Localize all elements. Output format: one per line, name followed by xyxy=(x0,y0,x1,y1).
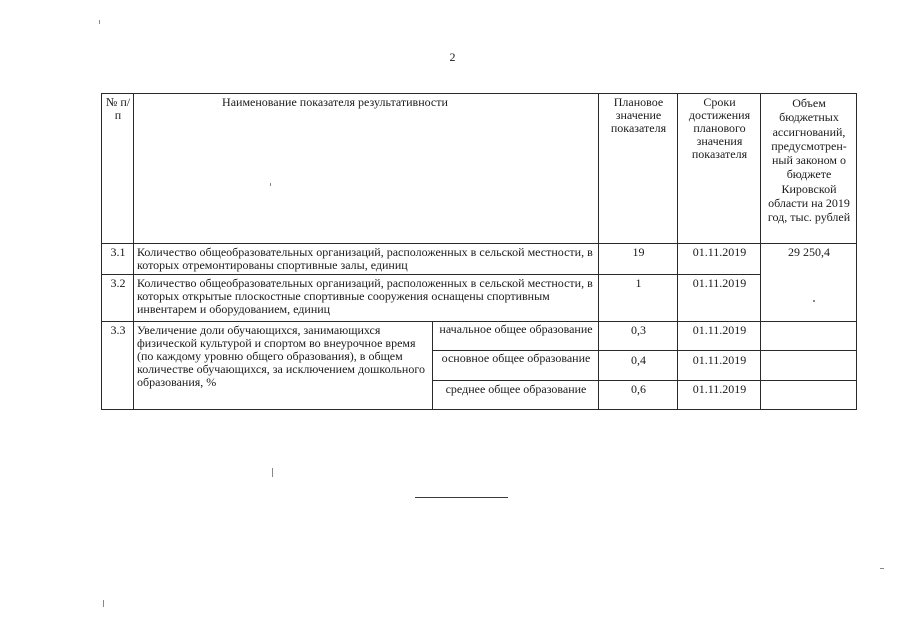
scan-speck xyxy=(272,468,273,477)
end-rule xyxy=(415,497,508,498)
table-border-bottom xyxy=(101,409,857,410)
results-table xyxy=(101,93,857,410)
scan-speck xyxy=(103,600,104,607)
scan-speck xyxy=(813,300,815,302)
subrow-plan: 0,3 xyxy=(631,323,646,337)
row-budget: 29 250,4 xyxy=(788,245,830,259)
row-num: 3.3 xyxy=(110,323,126,337)
subrow-plan: 0,6 xyxy=(631,382,646,396)
row-term: 01.11.2019 xyxy=(692,245,747,259)
scan-speck xyxy=(99,20,100,24)
column-divider xyxy=(677,93,678,410)
subrow-term: 01.11.2019 xyxy=(692,353,747,367)
row-term: 01.11.2019 xyxy=(692,276,747,290)
row-plan: 1 xyxy=(635,276,642,290)
column-divider xyxy=(133,93,134,410)
row-divider xyxy=(101,274,760,275)
header-budget: Объем бюджетных ассигнований, предусмотрен-ный законом о бюджете Кировской области на 2019 год, тыс. рублей xyxy=(767,96,851,225)
table-border-top xyxy=(101,93,857,94)
row-name: Количество общеобразовательных организаций, расположенных в сельской местности, в которых открытые плоскостные спортивные сооружения оснащены спортивным инвентарем и оборудованием, единиц xyxy=(137,276,593,316)
table-border-right xyxy=(856,93,857,410)
subrow-divider xyxy=(432,380,857,381)
subrow-term: 01.11.2019 xyxy=(692,382,747,396)
subrow-plan: 0,4 xyxy=(631,353,646,367)
subrow-level: среднее общее образование xyxy=(445,382,587,396)
row-num: 3.1 xyxy=(110,245,126,259)
header-num: № п/п xyxy=(105,95,131,122)
header-plan: Плановое значение показателя xyxy=(610,95,667,135)
subrow-level: основное общее образование xyxy=(441,351,591,365)
scan-speck xyxy=(270,183,271,186)
subrow-term: 01.11.2019 xyxy=(692,323,747,337)
scan-speck xyxy=(880,568,884,569)
header-name: Наименование показателя результативности xyxy=(222,95,448,109)
row-name: Количество общеобразовательных организаций, расположенных в сельской местности, в которых отремонтированы спортивные залы, единиц xyxy=(137,245,593,272)
row-name: Увеличение доли обучающихся, занимающихся физической культурой и спортом во внеурочное время (по каждому уровню общего образования), в общем количестве обучающихся, за исключением дошкольного образования, % xyxy=(137,323,425,389)
page-number: 2 xyxy=(449,50,456,64)
column-divider xyxy=(432,321,433,410)
table-border-left xyxy=(101,93,102,410)
header-term: Сроки достижения планового значения показателя xyxy=(688,95,751,161)
row-num: 3.2 xyxy=(110,276,126,290)
row-plan: 19 xyxy=(632,245,645,259)
row-divider xyxy=(101,243,857,244)
column-divider xyxy=(598,93,599,410)
subrow-level: начальное общее образование xyxy=(439,322,593,336)
column-divider xyxy=(760,93,761,410)
